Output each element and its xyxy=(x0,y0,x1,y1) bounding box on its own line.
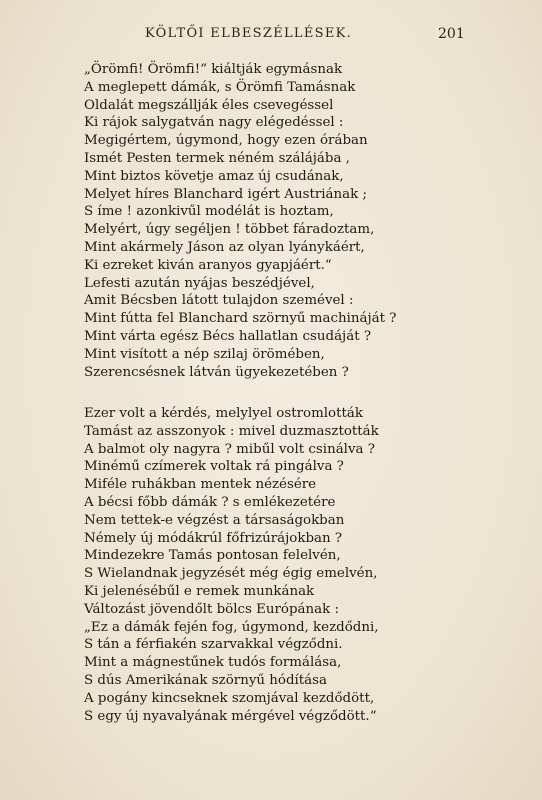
verse-line: S dús Amerikának szörnyű hódítása xyxy=(84,672,328,688)
verse-line: S egy új nyavalyának mérgével végződött.“ xyxy=(84,708,377,724)
verse-line: Oldalát megszállják éles csevegéssel xyxy=(84,97,334,113)
page-header xyxy=(0,26,542,46)
verse-line: A balmot oly nagyra ? mibűl volt csinálva ? xyxy=(84,441,375,457)
verse-line: S tán a férfiakén szarvakkal végződni. xyxy=(84,637,343,653)
verse-line: Ki ezreket kiván aranyos gyapjáért.“ xyxy=(84,257,332,273)
verse-line: S íme ! azonkivűl modélát is hoztam, xyxy=(84,204,334,220)
verse-line: Változást jövendőlt bölcs Európának : xyxy=(84,601,340,617)
verse-line: Melyet híres Blanchard igért Austriának ; xyxy=(84,186,367,202)
verse-line: „Ez a dámák fején fog, úgymond, kezdődni, xyxy=(84,619,379,635)
verse-line: Mint a mágnestűnek tudós formálása, xyxy=(84,655,342,671)
verse-line: A meglepett dámák, s Örömfi Tamásnak xyxy=(84,79,356,95)
verse-line: Mindezekre Tamás pontosan felelvén, xyxy=(84,548,341,564)
verse-line: Mint akármely Jáson az olyan lyánykáért, xyxy=(84,239,365,255)
verse-line: A bécsi főbb dámák ? s emlékezetére xyxy=(84,494,336,510)
verse-line: Mint visított a nép szilaj örömében, xyxy=(84,346,325,362)
verse-line: Megigértem, úgymond, hogy ezen órában xyxy=(84,133,368,149)
verse-line: Melyért, úgy segéljen ! többet fáradoztam, xyxy=(84,222,375,238)
verse-line: Minémű czímerek voltak rá pingálva ? xyxy=(84,459,344,475)
verse-line: Szerencsésnek látván ügyekezetében ? xyxy=(84,364,349,380)
stanza-1 xyxy=(84,61,524,381)
verse-line: Tamást az asszonyok : mivel duzmasztották xyxy=(84,423,379,439)
running-title: KÖLTŐI ELBESZÉLLÉSEK. xyxy=(145,26,353,41)
verse-line: Miféle ruhákban mentek nézésére xyxy=(84,477,317,493)
verse-line: Lefesti azután nyájas beszédjével, xyxy=(84,275,315,291)
page-number: 201 xyxy=(438,26,465,42)
verse-line: Ezer volt a kérdés, melylyel ostromlották xyxy=(84,406,363,421)
verse-line: Mint biztos követje amaz új csudának, xyxy=(84,168,344,184)
verse-line: Ki jelenésébűl e remek munkának xyxy=(84,583,315,599)
verse-line: „Örömfi! Örömfi!“ kiáltják egymásnak xyxy=(84,62,343,77)
verse-line: A pogány kincseknek szomjával kezdődött, xyxy=(84,690,375,706)
stanza-2 xyxy=(84,405,524,725)
verse-line: S Wielandnak jegyzését még égig emelvén, xyxy=(84,566,378,582)
verse-line: Némely új módákrúl főfrizúrájokban ? xyxy=(84,530,343,546)
verse-line: Mint várta egész Bécs hallatlan csudáját ? xyxy=(84,328,372,344)
verse-line: Ismét Pesten termek néném szálájába , xyxy=(84,150,350,166)
verse-line: Mint fútta fel Blanchard szörnyű machináját ? xyxy=(84,311,397,327)
verse-line: Ki rájok salygatván nagy elégedéssel : xyxy=(84,115,344,131)
verse-line: Amit Bécsben látott tulajdon szemével : xyxy=(84,293,354,309)
verse-line: Nem tettek-e végzést a társaságokban xyxy=(84,512,345,528)
